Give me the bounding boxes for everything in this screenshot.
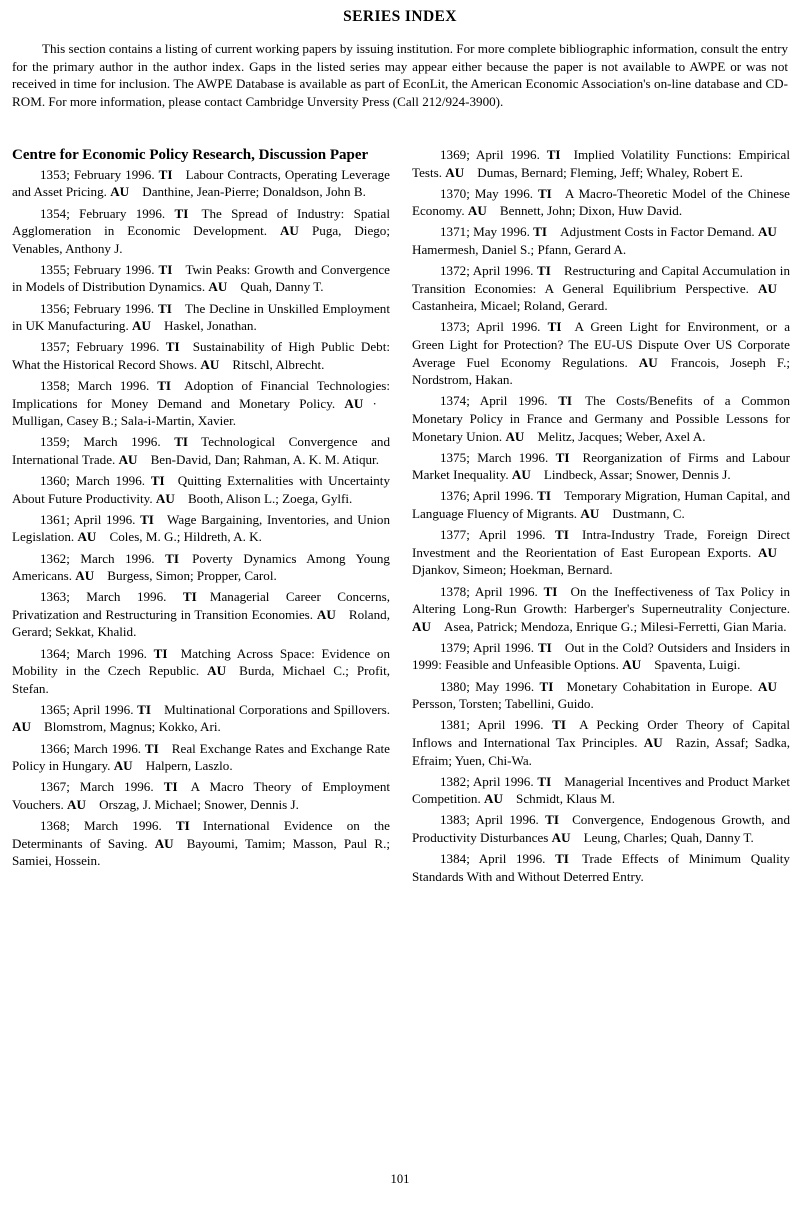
- author-tag: AU: [412, 618, 431, 634]
- title-tag: TI: [533, 224, 547, 240]
- title-tag: TI: [158, 261, 173, 277]
- series-entry: [412, 449, 790, 484]
- entry-number-date: 1355; February 1996.: [40, 261, 155, 277]
- author-tag: AU: [757, 224, 777, 240]
- entry-title: Quitting Externalities with Uncertainty About Future Productivity.: [12, 473, 390, 506]
- entry-number-date: 1354; February 1996.: [40, 205, 166, 221]
- entry-title: Restructuring and Capital Accumulation in Transition Economies: A General Equilibrium Perspective.: [412, 263, 790, 296]
- series-entry: [12, 338, 390, 373]
- title-tag: TI: [182, 589, 197, 605]
- entry-authors: Blomstrom, Magnus; Kokko, Ari.: [44, 719, 221, 735]
- series-entry: [412, 262, 790, 315]
- entry-title: Reorganization of Firms and Labour Market Inequality.: [412, 449, 790, 483]
- title-tag: TI: [545, 812, 559, 828]
- entry-number-date: 1363; March 1996.: [40, 589, 167, 605]
- author-tag: AU: [208, 279, 228, 295]
- entry-authors: Lindbeck, Assar; Snower, Dennis J.: [543, 467, 731, 483]
- entry-number-date: 1353; February 1996.: [40, 166, 155, 182]
- title-tag: TI: [144, 740, 159, 756]
- entry-number-date: 1381; April 1996.: [440, 717, 544, 733]
- title-tag: TI: [537, 773, 552, 789]
- intro-paragraph: This section contains a listing of current working papers by issuing institution. For more complete bibliographic information, consult the entry for the primary author in the author index. Gaps in the listed series may appear either because the paper is not available to AWPE or was not received in time for inclusion. The AWPE Database is available as part of EconLit, the American Economic Association's on-line database and CD-ROM. For more information, please contact Cambridge Unversity Press (Call 212/924-3900).: [12, 41, 788, 109]
- entry-number-date: 1360; March 1996.: [40, 473, 146, 489]
- entry-list-right: [412, 146, 790, 885]
- entry-title: The Spread of Industry: Spatial Agglomeration in Economic Development.: [12, 205, 390, 239]
- entry-title: A Macro-Theoretic Model of the Chinese Economy.: [412, 185, 790, 219]
- entry-number-date: 1367; March 1996.: [40, 779, 154, 795]
- entry-authors: Leung, Charles; Quah, Danny T.: [583, 829, 754, 845]
- entry-number-date: 1372; April 1996.: [440, 263, 534, 279]
- author-tag: AU: [505, 428, 525, 444]
- author-tag: AU: [580, 506, 600, 522]
- entry-number-date: 1377; April 1996.: [440, 527, 546, 543]
- series-entry: [12, 472, 390, 507]
- entry-title: Implied Volatility Functions: Empirical Tests.: [412, 147, 791, 180]
- author-tag: AU: [757, 544, 777, 560]
- title-tag: TI: [174, 434, 189, 450]
- author-tag: AU: [511, 467, 531, 483]
- author-tag: AU: [757, 678, 777, 694]
- author-tag: AU: [316, 606, 336, 622]
- entry-number-date: 1365; April 1996.: [40, 701, 134, 717]
- title-tag: TI: [153, 645, 168, 661]
- title-tag: TI: [547, 319, 562, 335]
- entry-number-date: 1364; March 1996.: [40, 645, 147, 661]
- author-tag: AU: [155, 490, 175, 506]
- entry-authors: Orszag, J. Michael; Snower, Dennis J.: [99, 796, 299, 812]
- series-entry: [12, 817, 390, 870]
- title-tag: TI: [157, 378, 172, 394]
- series-entry: [412, 850, 790, 885]
- entry-title: Matching Across Space: Evidence on Mobility in the Czech Republic.: [12, 645, 390, 679]
- entry-title: Wage Bargaining, Inventories, and Union Legislation.: [12, 511, 391, 545]
- entry-authors: Danthine, Jean-Pierre; Donaldson, John B.: [142, 184, 366, 200]
- title-tag: TI: [537, 488, 551, 504]
- series-entry: [12, 377, 390, 430]
- author-tag: AU: [344, 395, 364, 411]
- entry-authors: Melitz, Jacques; Weber, Axel A.: [537, 428, 706, 444]
- title-tag: TI: [552, 717, 566, 733]
- page-title: SERIES INDEX: [343, 8, 457, 25]
- entry-number-date: 1375; March 1996.: [440, 449, 549, 465]
- entry-number-date: 1371; May 1996.: [440, 224, 530, 240]
- entry-title: Managerial Incentives and Product Market Competition.: [412, 773, 790, 807]
- entry-authors: Puga, Diego; Venables, Anthony J.: [12, 223, 390, 256]
- entry-title: Twin Peaks: Growth and Convergence in Models of Distribution Dynamics.: [12, 261, 390, 295]
- author-tag: AU: [67, 796, 86, 812]
- entry-authors: Burgess, Simon; Propper, Carol.: [107, 568, 277, 584]
- title-tag: TI: [537, 263, 551, 279]
- entry-number-date: 1358; March 1996.: [40, 378, 150, 394]
- title-tag: TI: [539, 678, 554, 694]
- author-tag: AU: [154, 835, 174, 851]
- entry-title: Temporary Migration, Human Capital, and Language Fluency of Migrants.: [412, 488, 791, 522]
- title-tag: TI: [546, 147, 561, 162]
- series-entry: [12, 778, 390, 813]
- entry-authors: Booth, Alison L.; Zoega, Gylfi.: [187, 490, 353, 506]
- entry-title: On the Ineffectiveness of Tax Policy in Altering Long-Run Growth: Harberger's Superneutrality Conjecture.: [412, 583, 790, 617]
- entry-number-date: 1379; April 1996.: [440, 639, 535, 655]
- title-tag: TI: [165, 550, 179, 566]
- column-left: [12, 146, 390, 870]
- series-entry: [412, 318, 790, 388]
- series-entry: [12, 205, 390, 258]
- title-tag: TI: [174, 205, 189, 221]
- title-tag: TI: [537, 639, 552, 655]
- series-entry: [412, 811, 790, 846]
- entry-title: A Macro Theory of Employment Vouchers.: [12, 779, 391, 812]
- entry-title: Multinational Corporations and Spillovers.: [164, 701, 390, 717]
- series-entry: [12, 645, 390, 698]
- author-tag: AU: [638, 354, 658, 370]
- title-tag: TI: [555, 527, 569, 543]
- author-tag: AU: [118, 451, 138, 467]
- author-tag-mark: ·: [372, 395, 377, 411]
- entry-title: Intra-Industry Trade, Foreign Direct Investment and the Reorientation of East European Exports.: [412, 527, 791, 560]
- entry-authors: Haskel, Jonathan.: [164, 318, 257, 334]
- entry-authors: Dumas, Bernard; Fleming, Jeff; Whaley, Robert E.: [477, 164, 743, 180]
- entry-authors: Bayoumi, Tamim; Masson, Paul R.; Samiei, Hossein.: [12, 835, 390, 869]
- title-tag: TI: [543, 583, 558, 599]
- title-tag: TI: [558, 393, 573, 409]
- entry-title: Adjustment Costs in Factor Demand.: [560, 224, 755, 240]
- series-entry: [412, 526, 790, 579]
- entry-authors: Mulligan, Casey B.; Sala-i-Martin, Xavier.: [12, 413, 237, 429]
- series-entry: [412, 392, 790, 445]
- entry-authors: Roland, Gerard; Sekkat, Khalid.: [12, 606, 390, 640]
- entry-number-date: 1370; May 1996.: [440, 185, 534, 201]
- entry-number-date: 1368; March 1996.: [40, 818, 162, 834]
- entry-authors: Persson, Torsten; Tabellini, Guido.: [412, 696, 594, 712]
- entry-title: Poverty Dynamics Among Young Americans.: [12, 550, 390, 584]
- entry-number-date: 1380; May 1996.: [440, 678, 535, 694]
- series-entry: [412, 773, 790, 808]
- entry-title: Sustainability of High Public Debt: What the Historical Record Shows.: [12, 339, 390, 372]
- entry-number-date: 1376; April 1996.: [440, 488, 534, 504]
- title-tag: TI: [537, 185, 552, 201]
- entry-authors: Hamermesh, Daniel S.; Pfann, Gerard A.: [412, 242, 627, 258]
- author-tag: AU: [132, 318, 151, 334]
- entry-authors: Schmidt, Klaus M.: [516, 791, 615, 807]
- series-entry: [12, 511, 390, 546]
- entry-title: The Decline in Unskilled Employment in UK Manufacturing.: [12, 300, 390, 334]
- entry-list-left: [12, 166, 390, 870]
- title-tag: TI: [150, 473, 165, 489]
- title-tag: TI: [137, 701, 152, 717]
- series-entry: [412, 639, 790, 674]
- entry-authors: Spaventa, Luigi.: [654, 657, 741, 673]
- entry-authors: Halpern, Laszlo.: [145, 758, 233, 774]
- author-tag: AU: [12, 719, 31, 735]
- entry-authors: Asea, Patrick; Mendoza, Enrique G.; Milesi-Ferretti, Gian Maria.: [444, 618, 787, 634]
- entry-authors: Burda, Michael C.; Profit, Stefan.: [12, 663, 391, 696]
- entry-number-date: 1382; April 1996.: [440, 773, 534, 789]
- entry-number-date: 1356; February 1996.: [40, 300, 155, 316]
- entry-authors: Razin, Assaf; Sadka, Efraim; Yuen, Chi-Wa.: [412, 734, 790, 768]
- entry-title: International Evidence on the Determinants of Saving.: [12, 818, 390, 851]
- series-entry: [12, 261, 390, 296]
- author-tag: AU: [622, 657, 642, 673]
- title-tag: TI: [165, 339, 180, 355]
- author-tag: AU: [484, 791, 503, 807]
- entry-number-date: 1378; April 1996.: [440, 583, 538, 599]
- series-entry: [412, 716, 790, 769]
- series-entry: [12, 550, 390, 585]
- entry-authors: Francois, Joseph F.; Nordstrom, Hakan.: [412, 354, 791, 388]
- series-entry: [412, 146, 790, 181]
- entry-authors: Coles, M. G.; Hildreth, A. K.: [109, 529, 262, 545]
- entry-title: A Green Light for Environment, or a Green Light for Protection? The EU-US Dispute Over US Corporate Average Fuel Economy Regulations.: [412, 319, 791, 370]
- series-entry: [12, 166, 390, 201]
- title-tag: TI: [140, 511, 154, 527]
- entry-title: Adoption of Financial Technologies: Implications for Money Demand and Monetary Policy.: [12, 378, 390, 411]
- title-tag: TI: [175, 818, 190, 834]
- series-entry: [12, 701, 390, 736]
- title-tag: TI: [158, 166, 173, 182]
- title-tag: TI: [163, 779, 178, 795]
- series-entry: [412, 678, 790, 713]
- author-tag: AU: [77, 529, 97, 545]
- entry-authors: Bennett, John; Dixon, Huw David.: [499, 203, 683, 219]
- entry-authors: Ben-David, Dan; Rahman, A. K. M. Atiqur.: [150, 451, 379, 467]
- author-tag: AU: [113, 758, 133, 774]
- two-column-body: [12, 146, 790, 885]
- series-entry: [12, 433, 390, 468]
- entry-title: A Pecking Order Theory of Capital Inflows and International Tax Principles.: [412, 717, 790, 750]
- column-right: [412, 146, 790, 885]
- series-entry: [12, 740, 390, 775]
- author-tag: AU: [200, 356, 220, 372]
- entry-title: Managerial Career Concerns, Privatization and Restructuring in Transition Economies.: [12, 589, 391, 622]
- entry-title: Technological Convergence and International Trade.: [12, 434, 390, 467]
- author-tag: AU: [75, 568, 95, 584]
- entry-authors: Castanheira, Micael; Roland, Gerard.: [412, 298, 608, 314]
- entry-authors: Quah, Danny T.: [240, 279, 324, 295]
- series-entry: [12, 300, 390, 335]
- author-tag: AU: [279, 223, 299, 239]
- series-entry: [412, 487, 790, 522]
- author-tag: AU: [643, 734, 663, 750]
- series-entry: [412, 185, 790, 220]
- entry-number-date: 1369; April 1996.: [440, 147, 540, 162]
- entry-number-date: 1362; March 1996.: [40, 550, 155, 566]
- entry-number-date: 1384; April 1996.: [440, 851, 546, 867]
- entry-number-date: 1357; February 1996.: [40, 339, 160, 355]
- entry-title: Labour Contracts, Operating Leverage and Asset Pricing.: [12, 166, 390, 200]
- author-tag: AU: [207, 663, 227, 679]
- entry-authors: Djankov, Simeon; Hoekman, Bernard.: [412, 562, 613, 578]
- entry-title: Convergence, Endogenous Growth, and Productivity Disturbances: [412, 812, 790, 845]
- entry-number-date: 1366; March 1996.: [40, 740, 142, 756]
- entry-title: Out in the Cold? Outsiders and Insiders in 1999: Feasible and Unfeasible Options.: [412, 639, 791, 673]
- entry-number-date: 1374; April 1996.: [440, 393, 548, 409]
- entry-authors: Dustmann, C.: [612, 506, 685, 522]
- series-entry: [412, 223, 790, 258]
- author-tag: AU: [110, 184, 130, 200]
- series-heading: Centre for Economic Policy Research, Discussion Paper: [12, 147, 369, 163]
- series-entry: [412, 583, 790, 636]
- entry-authors: Ritschl, Albrecht.: [232, 356, 325, 372]
- author-tag: AU: [757, 280, 777, 296]
- entry-title: Real Exchange Rates and Exchange Rate Policy in Hungary.: [12, 740, 390, 774]
- title-tag: TI: [157, 300, 172, 316]
- author-tag: AU: [467, 203, 487, 219]
- title-tag: TI: [555, 851, 569, 867]
- page-number: 101: [390, 1172, 410, 1186]
- entry-number-date: 1361; April 1996.: [40, 511, 136, 527]
- entry-number-date: 1383; April 1996.: [440, 812, 539, 828]
- series-entry: [12, 588, 390, 641]
- entry-title: The Costs/Benefits of a Common Monetary Policy in France and Germany and Possible Lessons for Monetary Union.: [412, 393, 790, 444]
- entry-number-date: 1373; April 1996.: [440, 319, 541, 335]
- entry-title: Monetary Cohabitation in Europe.: [566, 678, 753, 694]
- author-tag: AU: [551, 829, 571, 845]
- entry-title: Trade Effects of Minimum Quality Standards With and Without Deterred Entry.: [412, 851, 790, 884]
- title-tag: TI: [555, 449, 570, 465]
- entry-number-date: 1359; March 1996.: [40, 434, 161, 450]
- author-tag: AU: [445, 164, 465, 180]
